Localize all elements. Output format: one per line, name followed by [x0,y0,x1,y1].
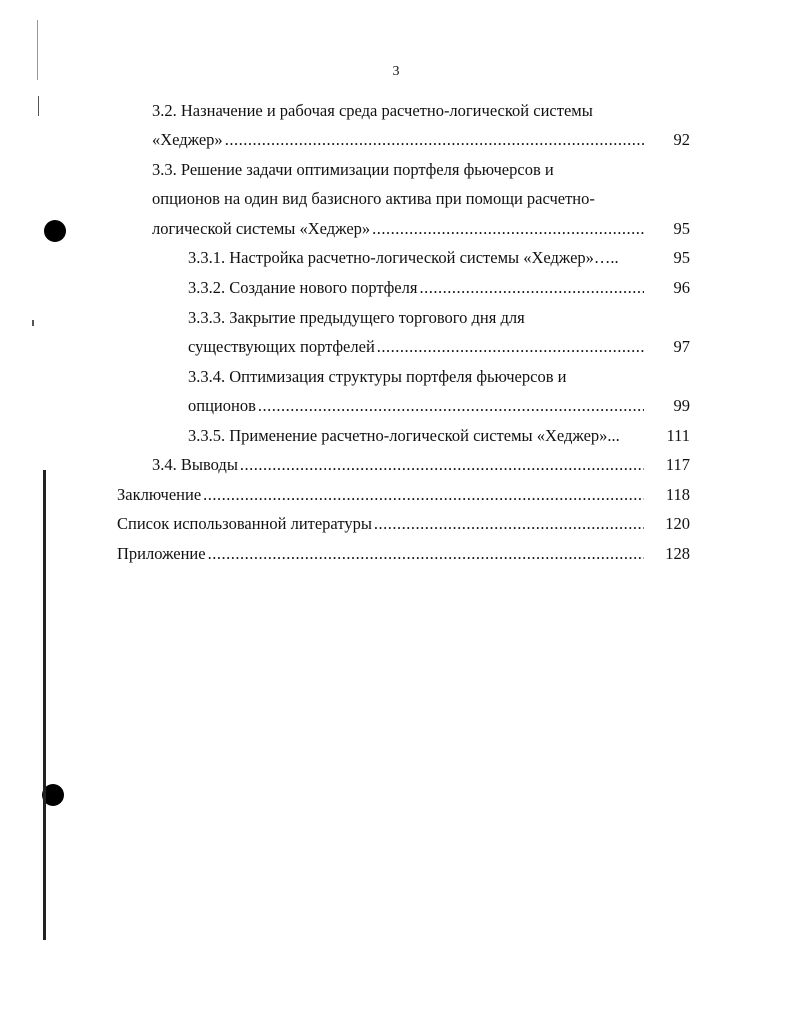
toc-entry-3-4[interactable] [152,455,646,475]
toc-entry-label: 3.4. Выводы [152,455,238,474]
toc-entry-3-3-line1: 3.3. Решение задачи оптимизации портфеля фьючерсов и [152,160,554,179]
toc-entry-3-3-4[interactable] [188,396,646,416]
binding-edge-line-upper [37,20,38,80]
toc-page-ref: 96 [673,278,690,297]
toc-leader-dots [258,396,644,416]
toc-entry-label: опционов [188,396,256,415]
toc-page-ref: 111 [666,426,690,445]
toc-entry-3-3-1[interactable]: 3.3.1. Настройка расчетно-логической системы «Хеджер»….. [188,248,619,267]
toc-page-ref: 99 [673,396,690,415]
toc-entry-label: существующих портфелей [188,337,375,356]
toc-leader-dots [225,130,644,150]
toc-entry-3-2-line1: 3.2. Назначение и рабочая среда расчетно-логической системы [152,101,593,120]
toc-page-ref: 118 [665,485,690,504]
scan-fleck [32,320,34,326]
toc-entry-label: Заключение [117,485,202,504]
scan-fleck [38,96,39,116]
toc-entry-appendix[interactable] [117,544,646,564]
toc-page-ref: 120 [665,514,690,533]
toc-entry-3-3[interactable] [152,219,646,239]
toc-page-ref: 95 [673,219,690,238]
toc-leader-dots [203,485,644,505]
toc-entry-3-3-5[interactable]: 3.3.5. Применение расчетно-логической системы «Хеджер»... [188,426,620,445]
toc-entry-3-3-4-line1: 3.3.4. Оптимизация структуры портфеля фьючерсов и [188,367,567,386]
toc-page-ref: 95 [673,248,690,267]
toc-entry-label: логической системы «Хеджер» [152,219,371,238]
toc-leader-dots [372,219,644,239]
toc-entry-3-2[interactable] [152,130,646,150]
toc-entry-label: Список использованной литературы [117,514,372,533]
toc-entry-references[interactable] [117,514,646,534]
toc-page-ref: 92 [673,130,690,149]
toc-page-ref: 128 [665,544,690,563]
toc-entry-3-3-3-line1: 3.3.3. Закрытие предыдущего торгового дня для [188,308,525,327]
toc-leader-dots [208,544,644,564]
toc-entry-3-3-2[interactable] [188,278,646,298]
toc-leader-dots [419,278,644,298]
page-number: 3 [392,64,400,79]
punch-hole-top [44,220,66,242]
toc-page-ref: 97 [673,337,690,356]
toc-entry-label: 3.3.2. Создание нового портфеля [188,278,418,297]
toc-leader-dots [377,337,644,357]
toc-page-ref: 117 [665,455,690,474]
toc-leader-dots [374,514,644,534]
toc-leader-dots [240,455,644,475]
toc-entry-conclusion[interactable] [117,485,646,505]
toc-entry-3-3-3[interactable] [188,337,646,357]
toc-entry-3-3-line2: опционов на один вид базисного актива при помощи расчетно- [152,189,595,208]
binding-edge-line [43,470,46,940]
toc-entry-label: «Хеджер» [152,130,223,149]
toc-entry-label: Приложение [117,544,206,563]
